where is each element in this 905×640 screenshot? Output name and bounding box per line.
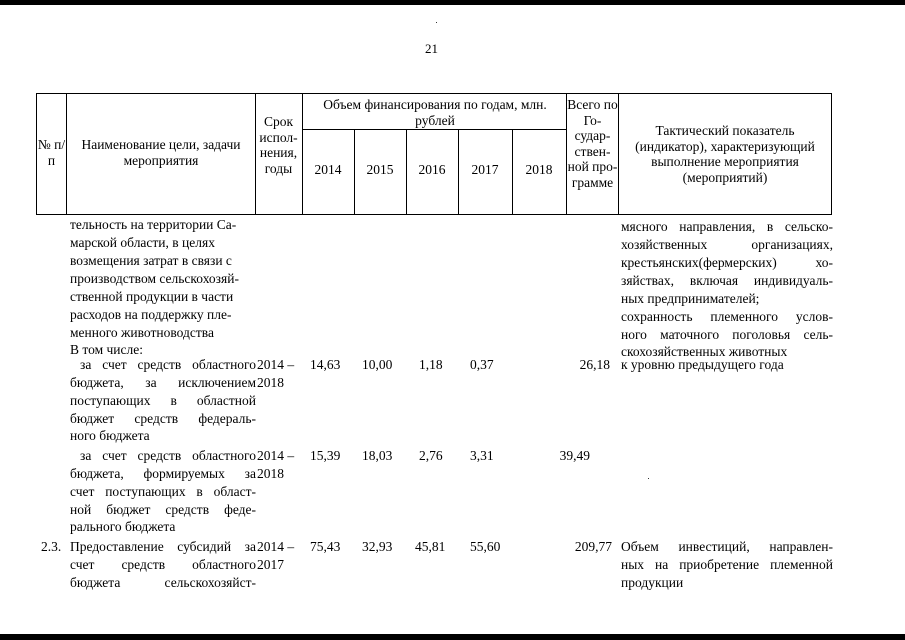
header-year-2014: 2014 [314,162,342,177]
bottom-border [0,634,905,640]
value-2014: 75,43 [310,539,341,554]
header-year-2018: 2018 [525,162,553,177]
value-2017: 55,60 [470,539,501,554]
term-cell: 2014 – [257,357,295,372]
value-2015: 32,93 [362,539,393,554]
row-number: 2.3. [41,539,62,554]
value-2016: 45,81 [415,539,446,554]
page-number: 21 [425,41,438,56]
header-year-2016: 2016 [418,162,446,177]
header-total: Всего по Го-судар-ствен-ной про-грамме [567,97,618,190]
term-cell: 2014 – [257,448,295,463]
indicator-text: Объем инвестиций, направлен- [621,539,833,554]
in-that-number-label: В том числе: [70,342,143,357]
header-indicator: Тактический показатель (индикатор), характеризующий выполнение мероприятия (мероприятий) [635,123,815,185]
term-cell: 2018 [257,466,284,481]
header-year-2017: 2017 [471,162,499,177]
value-total: 26,18 [579,357,610,372]
term-cell: 2018 [257,375,284,390]
header-term: Срок испол-нения, годы [259,114,298,176]
value-2014: 14,63 [310,357,341,372]
value-total: 39,49 [559,448,590,463]
header-num: № п/п [37,137,66,168]
value-total: 209,77 [574,539,612,554]
indicator-text: ных на приобретение племенной [621,557,833,572]
header-name: Наименование цели, задачи мероприятия [81,137,241,168]
value-2016: 2,76 [419,448,443,463]
header-funding: Объем финансирования по годам, млн. рублей [323,97,547,128]
value-2017: 0,37 [470,357,494,372]
scan-speck [648,478,649,479]
value-2017: 3,31 [470,448,494,463]
term-cell: 2014 – [257,539,295,554]
value-2016: 1,18 [419,357,443,372]
scan-speck [436,22,437,23]
value-2015: 18,03 [362,448,393,463]
indicator-text: продукции [621,575,684,590]
header-year-2015: 2015 [366,162,394,177]
value-2015: 10,00 [362,357,393,372]
term-cell: 2017 [257,557,284,572]
top-border [0,0,905,5]
value-2014: 15,39 [310,448,341,463]
